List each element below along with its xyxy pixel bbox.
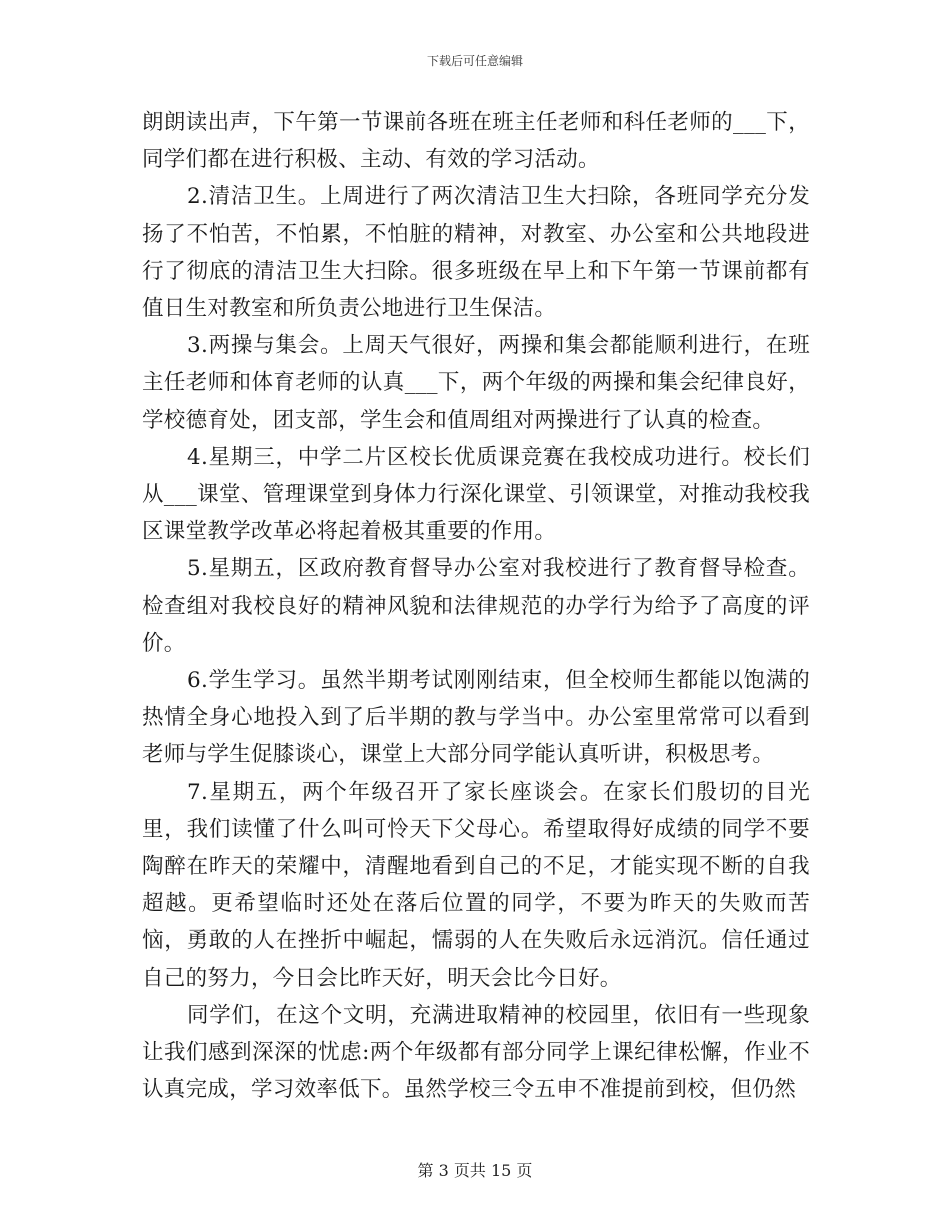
page-number-footer: 第 3 页共 15 页 xyxy=(417,1161,533,1180)
paragraph-continuation: 朗朗读出声，下午第一节课前各班在班主任老师和科任老师的___下，同学们都在进行积极、主动、有效的学习活动。 xyxy=(142,110,810,173)
paragraph-parent-meeting: 7.星期五，两个年级召开了家长座谈会。在家长们殷切的目光里，我们读懂了什么叫可怜天下父母心。希望取得好成绩的同学不要陶醉在昨天的荣耀中，清醒地看到自己的不足，才能实现不断的自我超越。更希望临时还处在落后位置的同学，不要为昨天的失败而苦恼，勇敢的人在挫折中崛起，懦弱的人在失败后永远消沉。信任通过自己的努力，今日会比昨天好，明天会比今日好。 xyxy=(142,779,810,991)
paragraph-student-study: 6.学生学习。虽然半期考试刚刚结束，但全校师生都能以饱满的热情全身心地投入到了后半期的教与学当中。办公室里常常可以看到老师与学生促膝谈心，课堂上大部分同学能认真听讲，积极思考。 xyxy=(142,668,810,768)
paragraph-cleaning: 2.清洁卫生。上周进行了两次清洁卫生大扫除，各班同学充分发扬了不怕苦，不怕累，不怕脏的精神，对教室、办公室和公共地段进行了彻底的清洁卫生大扫除。很多班级在早上和下午第一节课前都有值日生对教室和所负责公地进行卫生保洁。 xyxy=(142,184,810,322)
document-body xyxy=(142,104,810,1108)
paragraph-exercises-assembly: 3.两操与集会。上周天气很好，两操和集会都能顺利进行，在班主任老师和体育老师的认真___下，两个年级的两操和集会纪律良好，学校德育处，团支部，学生会和值周组对两操进行了认真的检查。 xyxy=(142,333,810,433)
paragraph-principal-contest: 4.星期三，中学二片区校长优质课竞赛在我校成功进行。校长们从___课堂、管理课堂到身体力行深化课堂、引领课堂，对推动我校我区课堂教学改革必将起着极其重要的作用。 xyxy=(142,444,810,545)
paragraph-inspection: 5.星期五，区政府教育督导办公室对我校进行了教育督导检查。检查组对我校良好的精神风貌和法律规范的办学行为给予了高度的评价。 xyxy=(142,556,810,656)
paragraph-concerns: 同学们，在这个文明，充满进取精神的校园里，依旧有一些现象让我们感到深深的忧虑:两个年级都有部分同学上课纪律松懈，作业不认真完成，学习效率低下。虽然学校三令五申不准提前到校，但仍然 xyxy=(142,1002,810,1103)
page-header: 下载后可任意编辑 xyxy=(426,54,523,68)
